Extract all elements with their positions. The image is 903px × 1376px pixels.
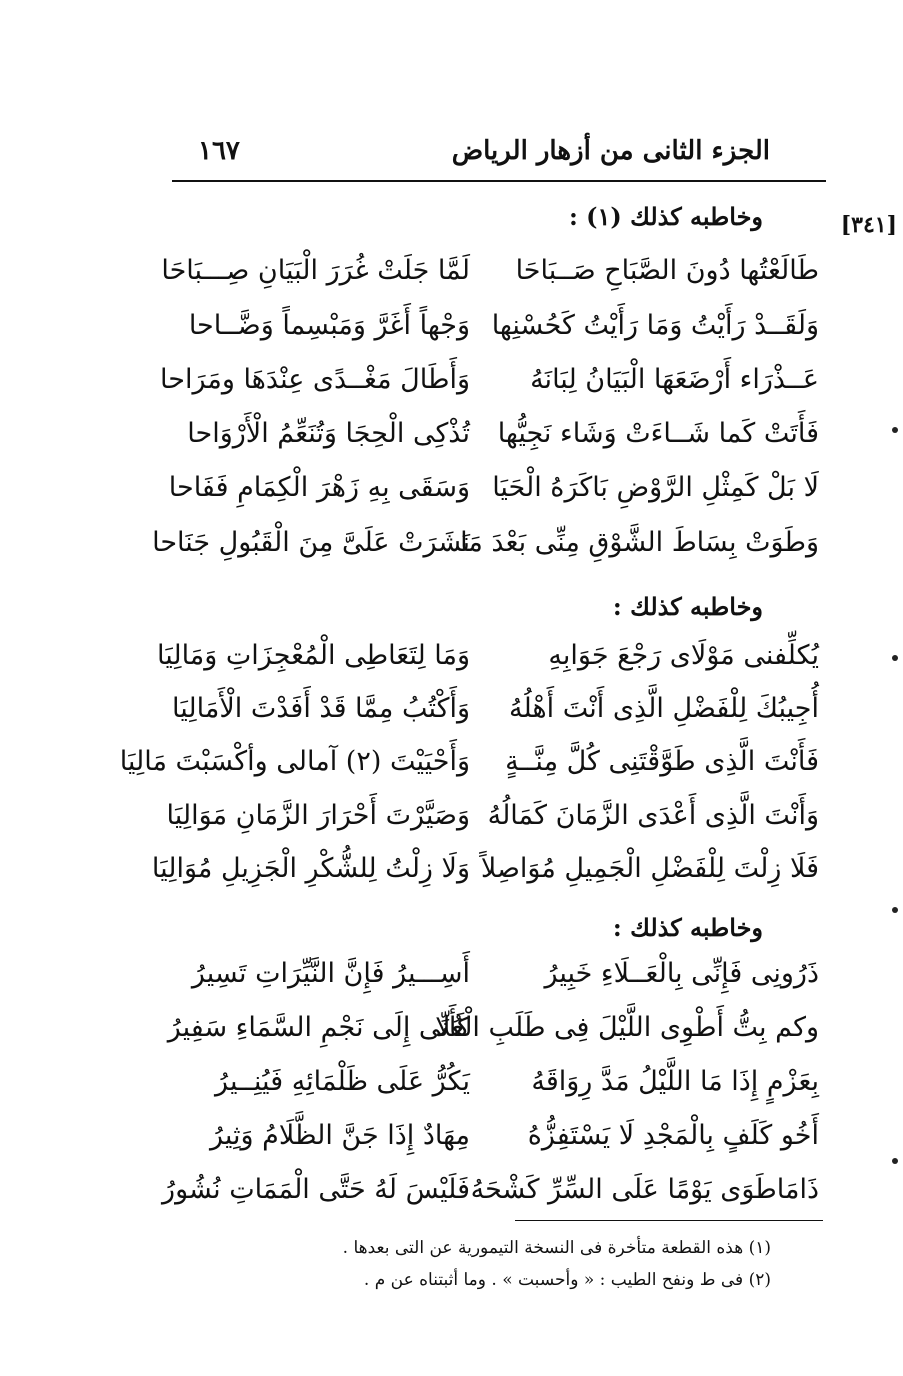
section-heading: وخاطبه كذلك : — [612, 913, 763, 942]
verse-second-hemistich: تُذْكِى الْحِجَا وَتُنَعِّمُ الْأَرْوَاحا — [187, 418, 470, 449]
verse-first-hemistich: وَطَوَتْ بِسَاطَ الشَّوْقِ مِنِّى بَعْدَ مَا — [460, 527, 819, 558]
verse-second-hemistich: يَكُرُّ عَلَى ظَلْمَائِهِ فَيُنِــيرُ — [215, 1066, 470, 1097]
section-heading: وخاطبه كذلك (١) : — [568, 202, 763, 231]
verse-first-hemistich: ذَامَاطَوَى يَوْمًا عَلَى السِّرِّ كَشْحَهُ — [470, 1174, 819, 1205]
margin-reference-number: [٣٤١] — [840, 212, 897, 238]
verse-second-hemistich: وَسَقَى بِهِ زَهْرَ الْكِمَامِ فَفَاحا — [168, 472, 470, 503]
verse-first-hemistich: عَــذْرَاء أَرْضَعَهَا الْبَيَانُ لِبَانَهُ — [530, 364, 819, 395]
verse-first-hemistich: وَأَنْتَ الَّذِى أَعْدَى الزَّمَانَ كَمَالُهُ — [487, 800, 819, 831]
margin-mark — [892, 1158, 898, 1164]
verse-first-hemistich: لَا بَلْ كَمِثْلِ الرَّوْضِ بَاكَرَهُ الْحَيَا — [492, 472, 819, 503]
verse-line — [0, 255, 903, 303]
verse-first-hemistich: ذَرُونِى فَإِنِّى بِالْعَــلَاءِ خَبِيرُ — [544, 958, 819, 989]
verse-second-hemistich: وَمَا لِتَعَاطِى الْمُعْجِزَاتِ وَمَالِيَا — [156, 640, 470, 671]
verse-second-hemistich: وَصَيَّرْتَ أَحْرَارَ الزَّمَانِ مَوَالِيَا — [166, 800, 470, 831]
verse-line — [0, 1066, 903, 1114]
margin-mark — [892, 907, 898, 913]
verse-first-hemistich: يُكلِّفنى مَوْلَاى رَجْعَ جَوَابِهِ — [548, 640, 819, 671]
verse-second-hemistich: نَشَرَتْ عَلَىَّ مِنَ الْقَبُولِ جَنَاحا — [152, 527, 470, 558]
verse-second-hemistich: مِهَادٌ إِذَا جَنَّ الظَّلَامُ وَثِيرُ — [209, 1120, 470, 1151]
verse-line — [0, 1120, 903, 1168]
footnote-rule — [515, 1220, 823, 1221]
verse-second-hemistich: لَمَّا جَلَتْ غُرَرَ الْبَيَانِ صِـــبَاحَا — [161, 255, 470, 286]
verse-line — [0, 800, 903, 848]
page-number: ١٦٧ — [198, 136, 240, 166]
verse-line — [0, 364, 903, 412]
verse-first-hemistich: فَأَنْتَ الَّذِى طَوَّقْتَنِى كُلَّ مِنَّــةٍ — [505, 746, 819, 777]
verse-line — [0, 958, 903, 1006]
verse-second-hemistich: وَأَكْتُبُ مِمَّا قَدْ أَفَدْتَ الْأَمَالِيَا — [172, 693, 470, 724]
verse-line — [0, 1174, 903, 1222]
verse-line — [0, 640, 903, 688]
footnote: (١) هذه القطعة متأخرة فى النسخة التيمورية عن التى بعدها . — [342, 1238, 771, 1258]
verse-line — [0, 418, 903, 466]
verse-second-hemistich: وَأَطَالَ مَغْــدًى عِنْدَهَا ومَرَاحا — [160, 364, 470, 395]
verse-first-hemistich: فَلَا زِلْتَ لِلْفَضْلِ الْجَمِيلِ مُوَاصِلاً — [480, 853, 819, 884]
header-rule — [172, 180, 826, 182]
verse-first-hemistich: بِعَزْمٍ إِذَا مَا اللَّيْلُ مَدَّ رِوَاقَهُ — [531, 1066, 819, 1097]
header-title: الجزء الثانى من أزهار الرياض — [451, 136, 770, 166]
margin-mark — [892, 655, 898, 661]
section-heading: وخاطبه كذلك : — [612, 592, 763, 621]
margin-mark — [892, 427, 898, 433]
verse-first-hemistich: أُجِيبُكَ لِلْفَضْلِ الَّذِى أَنْتَ أَهْلُهُ — [509, 693, 819, 724]
verse-second-hemistich: وَلَا زِلْتُ لِلشُّكْرِ الْجَزِيلِ مُوَالِيَا — [151, 853, 470, 884]
verse-second-hemistich: وَجْهاً أَغَرَّ وَمَبْسِماً وَضَّــاحا — [188, 310, 470, 341]
verse-second-hemistich: فَلَيْسَ لَهُ حَتَّى الْمَمَاتِ نُشُورُ — [162, 1174, 470, 1205]
verse-first-hemistich: وَلَقَــدْ رَأَيْتُ وَمَا رَأَيْتُ كَحُسْنِها — [491, 310, 819, 341]
verse-second-hemistich: أَسِـــيرُ فَإِنَّ النَّيِّرَاتِ تَسِيرُ — [191, 958, 470, 989]
verse-line — [0, 310, 903, 358]
verse-first-hemistich: وكم بِتُّ أَطْوِى اللَّيْلَ فِى طَلَبِ الْعُلا — [435, 1012, 819, 1043]
verse-line — [0, 527, 903, 575]
verse-first-hemistich: طَالَعْتُها دُونَ الصَّبَاحِ صَــبَاحَا — [515, 255, 819, 286]
verse-first-hemistich: فَأَتَتْ كَما شَــاءَتْ وَشَاء نَجِيُّها — [497, 418, 819, 449]
verse-line — [0, 1012, 903, 1060]
verse-second-hemistich: وَأَحْيَيْتَ (٢) آمالى وأكْسَبْتَ مَالِيَا — [119, 746, 470, 777]
verse-second-hemistich: كَأَنِّى إِلَى نَجْمِ السَّمَاءِ سَفِيرُ — [167, 1012, 470, 1043]
footnote: (٢) فى ط ونفح الطيب : « وأحسبت » . وما أثبتناه عن م . — [363, 1270, 771, 1290]
verse-line — [0, 853, 903, 901]
running-header — [170, 130, 830, 178]
verse-line — [0, 693, 903, 741]
verse-first-hemistich: أَخُو كَلَفٍ بِالْمَجْدِ لَا يَسْتَفِزُّهُ — [527, 1120, 819, 1151]
verse-line — [0, 746, 903, 794]
verse-line — [0, 472, 903, 520]
